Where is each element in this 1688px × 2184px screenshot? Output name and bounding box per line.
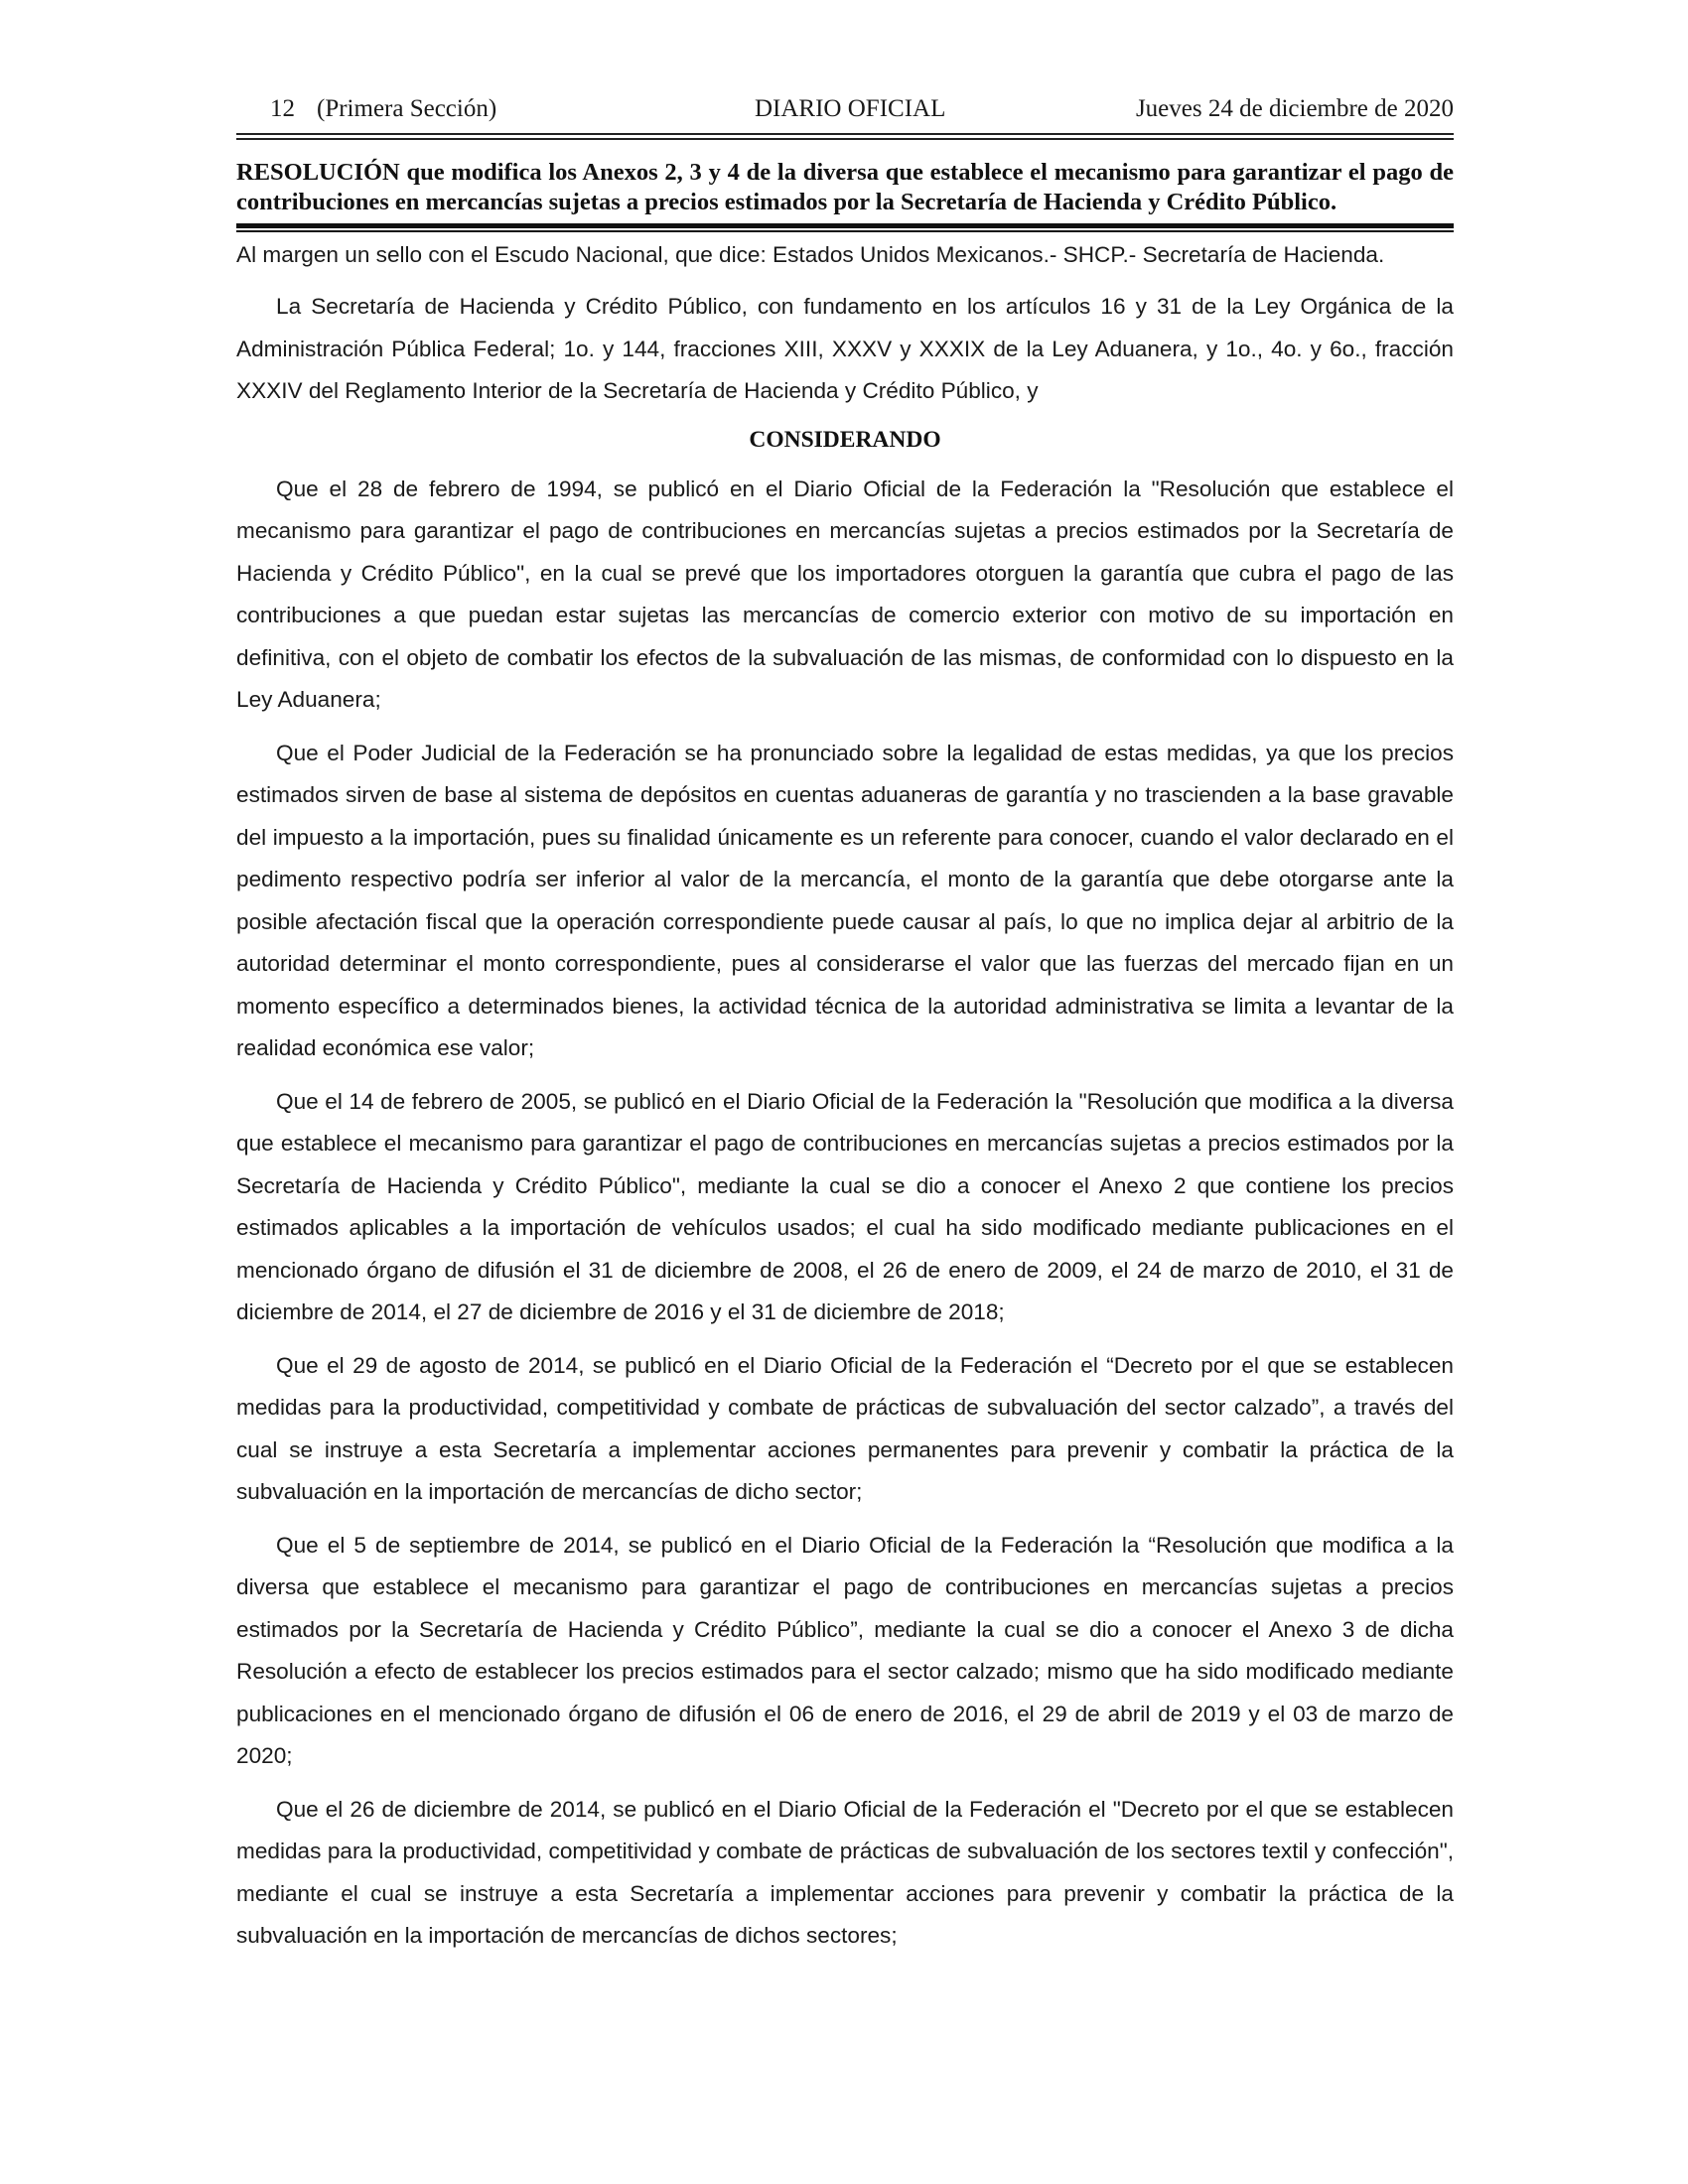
document-title: RESOLUCIÓN que modifica los Anexos 2, 3 y 4 de la diversa que establece el mecanismo para garantizar el pago de contribuciones en mercancías sujetas a precios estimados por la Secretaría de Hacienda y Crédito Público. xyxy=(236,159,1454,215)
publication-date: Jueves 24 de diciembre de 2020 xyxy=(1135,95,1454,122)
header-rule xyxy=(236,133,1454,135)
considerando-paragraph: Que el 14 de febrero de 2005, se publicó en el Diario Oficial de la Federación la "Resolución que modifica a la diversa que establece el mecanismo para garantizar el pago de contribuciones en mercancías sujetas a precios estimados por la Secretaría de Hacienda y Crédito Público", mediante la cual se dio a conocer el Anexo 2 que contiene los precios estimados aplicables a la importación de vehículos usados; el cual ha sido modificado mediante publicaciones en el mencionado órgano de difusión el 31 de diciembre de 2008, el 26 de enero de 2009, el 24 de marzo de 2010, el 31 de diciembre de 2014, el 27 de diciembre de 2016 y el 31 de diciembre de 2018; xyxy=(236,1088,1454,1324)
considerando-paragraph: Que el 5 de septiembre de 2014, se publicó en el Diario Oficial de la Federación la “Resolución que modifica a la diversa que establece el mecanismo para garantizar el pago de contribuciones en mercancías sujetas a precios estimados por la Secretaría de Hacienda y Crédito Público”, mediante la cual se dio a conocer el Anexo 3 de dicha Resolución a efecto de establecer los precios estimados para el sector calzado; mismo que ha sido modificado mediante publicaciones en el mencionado órgano de difusión el 06 de enero de 2016, el 29 de abril de 2019 y el 03 de marzo de 2020; xyxy=(236,1532,1454,1768)
considerando-paragraph: Que el 26 de diciembre de 2014, se publicó en el Diario Oficial de la Federación el "Decreto por el que se establecen medidas para la productividad, competitividad y combate de prácticas de subvaluación de los sectores textil y confección", mediante el cual se instruye a esta Secretaría a implementar acciones para prevenir y combatir la práctica de la subvaluación en la importación de mercancías de dichos sectores; xyxy=(236,1796,1454,1948)
publication-name: DIARIO OFICIAL xyxy=(755,95,946,122)
page-header xyxy=(236,95,1454,129)
considerando-paragraph: Que el Poder Judicial de la Federación se ha pronunciado sobre la legalidad de estas medidas, ya que los precios estimados sirven de base al sistema de depósitos en cuentas aduaneras de garantía y no trascienden a la base gravable del impuesto a la importación, pues su finalidad únicamente es un referente para conocer, cuando el valor declarado en el pedimento respectivo podría ser inferior al valor de la mercancía, el monto de la garantía que debe otorgarse ante la posible afectación fiscal que la operación correspondiente puede causar al país, lo que no implica dejar al arbitrio de la autoridad determinar el monto correspondiente, pues al considerarse el valor que las fuerzas del mercado fijan en un momento específico a determinados bienes, la actividad técnica de la autoridad administrativa se limita a levantar de la realidad económica ese valor; xyxy=(236,740,1454,1060)
intro-paragraph: La Secretaría de Hacienda y Crédito Público, con fundamento en los artículos 16 y 31 de la Ley Orgánica de la Administración Pública Federal; 1o. y 144, fracciones XIII, XXXV y XXXIX de la Ley Aduanera, y 1o., 4o. y 6o., fracción XXXIV del Reglamento Interior de la Secretaría de Hacienda y Crédito Público, y xyxy=(236,294,1454,403)
title-rule xyxy=(236,223,1454,228)
page-number: 12 xyxy=(270,95,295,122)
considerando-paragraph: Que el 29 de agosto de 2014, se publicó en el Diario Oficial de la Federación el “Decreto por el que se establecen medidas para la productividad, competitividad y combate de prácticas de subvaluación del sector calzado”, a través del cual se instruye a esta Secretaría a implementar acciones permanentes para prevenir y combatir la práctica de la subvaluación en la importación de mercancías de dicho sector; xyxy=(236,1352,1454,1504)
document-page xyxy=(236,95,1454,1958)
header-rule-second xyxy=(236,138,1454,140)
header-left xyxy=(270,95,496,123)
margin-note: Al margen un sello con el Escudo Nacional, que dice: Estados Unidos Mexicanos.- SHCP.- Secretaría de Hacienda. xyxy=(236,242,1385,267)
section-label: (Primera Sección) xyxy=(317,95,497,122)
considerando-paragraph: Que el 28 de febrero de 1994, se publicó en el Diario Oficial de la Federación la "Resolución que establece el mecanismo para garantizar el pago de contribuciones en mercancías sujetas a precios estimados por la Secretaría de Hacienda y Crédito Público", en la cual se prevé que los importadores otorguen la garantía que cubra el pago de las contribuciones a que puedan estar sujetas las mercancías de comercio exterior con motivo de su importación en definitiva, con el objeto de combatir los efectos de la subvaluación de las mismas, de conformidad con lo dispuesto en la Ley Aduanera; xyxy=(236,476,1454,712)
title-rule-second xyxy=(236,230,1454,232)
section-heading: CONSIDERANDO xyxy=(749,426,941,453)
